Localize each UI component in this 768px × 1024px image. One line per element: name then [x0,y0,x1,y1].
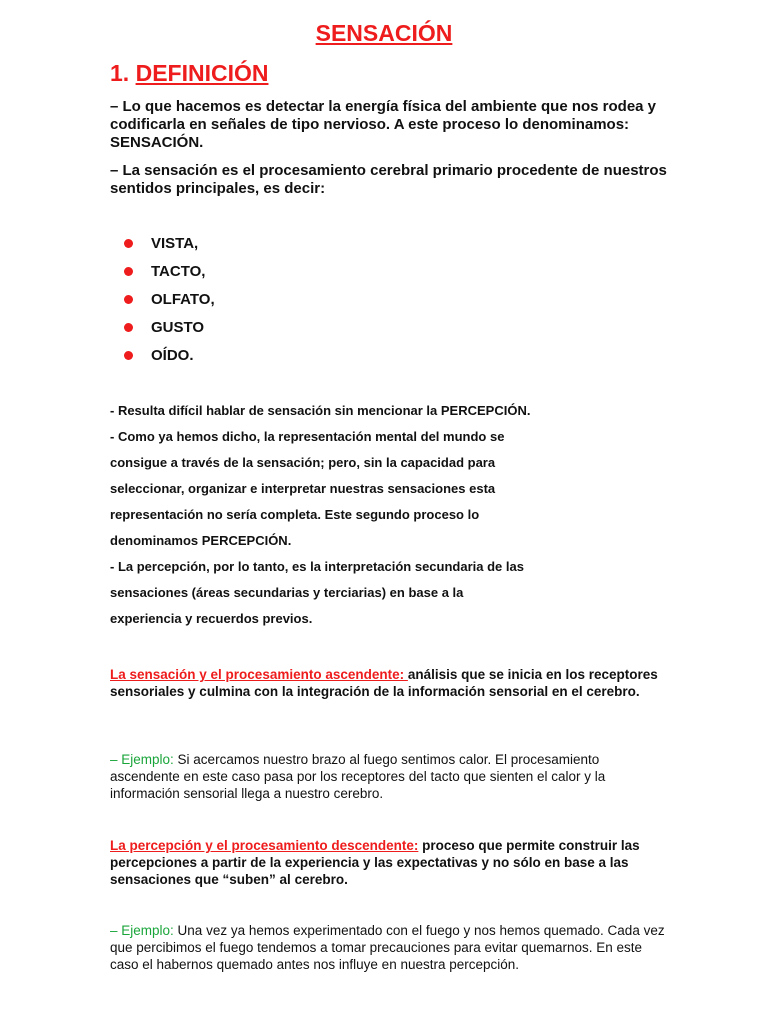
ascending-text: análisis que se inicia en los receptores sensoriales y culmina con la integración de la información sensorial en el cerebro. [110,667,658,699]
bullet-icon [124,323,133,332]
example-1-label: – Ejemplo: [110,752,174,767]
bullet-icon [124,295,133,304]
intro-paragraph-2: – La sensación es el procesamiento cerebral primario procedente de nuestros sentidos principales, es decir: [110,162,667,197]
text-line: experiencia y recuerdos previos. [110,611,313,626]
section-heading [110,60,268,87]
example-2-paragraph [110,922,670,973]
senses-list [124,234,215,374]
bullet-icon [124,267,133,276]
list-item: VISTA, [124,234,215,262]
document-title: SENSACIÓN [315,20,453,46]
text-line: - La percepción, por lo tanto, es la interpretación secundaria de las [110,559,524,574]
list-item: OÍDO. [124,346,215,374]
ascending-processing-paragraph [110,666,670,700]
text-line: representación no sería completa. Este segundo proceso lo [110,507,480,522]
list-item: TACTO, [124,262,215,290]
text-line: - Como ya hemos dicho, la representación mental del mundo se [110,429,505,444]
list-item: GUSTO [124,318,215,346]
example-1-paragraph [110,751,670,802]
intro-paragraph-1: – Lo que hacemos es detectar la energía física del ambiente que nos rodea y codificarla en señales de tipo nervioso. A este proceso lo denominamos: SENSACIÓN. [110,98,657,151]
bullet-icon [124,239,133,248]
text-line: consigue a través de la sensación; pero, sin la capacidad para [110,455,496,470]
text-line: sensaciones (áreas secundarias y terciarias) en base a la [110,585,464,600]
section-label: DEFINICIÓN [135,60,269,86]
example-2-text: Una vez ya hemos experimentado con el fuego y nos hemos quemado. Cada vez que percibimos el fuego tendemos a tomar precauciones para evitar quemarnos. En este caso el habernos quemado antes nos influye en nuestra percepción. [110,923,665,972]
list-item: OLFATO, [124,290,215,318]
ascending-label: La sensación y el procesamiento ascendente: [110,667,408,682]
descending-label: La percepción y el procesamiento descendente: [110,838,419,853]
text-line: seleccionar, organizar e interpretar nuestras sensaciones esta [110,481,496,496]
descending-text: proceso que permite construir las percepciones a partir de la experiencia y las expectativas y no sólo en base a las sensaciones que “suben” al cerebro. [110,838,640,887]
perception-text [110,402,670,636]
section-number: 1. [110,60,130,86]
example-2-label: – Ejemplo: [110,923,174,938]
text-line: - Resulta difícil hablar de sensación sin mencionar la PERCEPCIÓN. [110,403,531,418]
descending-processing-paragraph [110,837,670,888]
text-line: denominamos PERCEPCIÓN. [110,533,292,548]
bullet-icon [124,351,133,360]
example-1-text: Si acercamos nuestro brazo al fuego sentimos calor. El procesamiento ascendente en este caso pasa por los receptores del tacto que sienten el calor y la información sensorial llega a nuestro cerebro. [110,752,606,801]
